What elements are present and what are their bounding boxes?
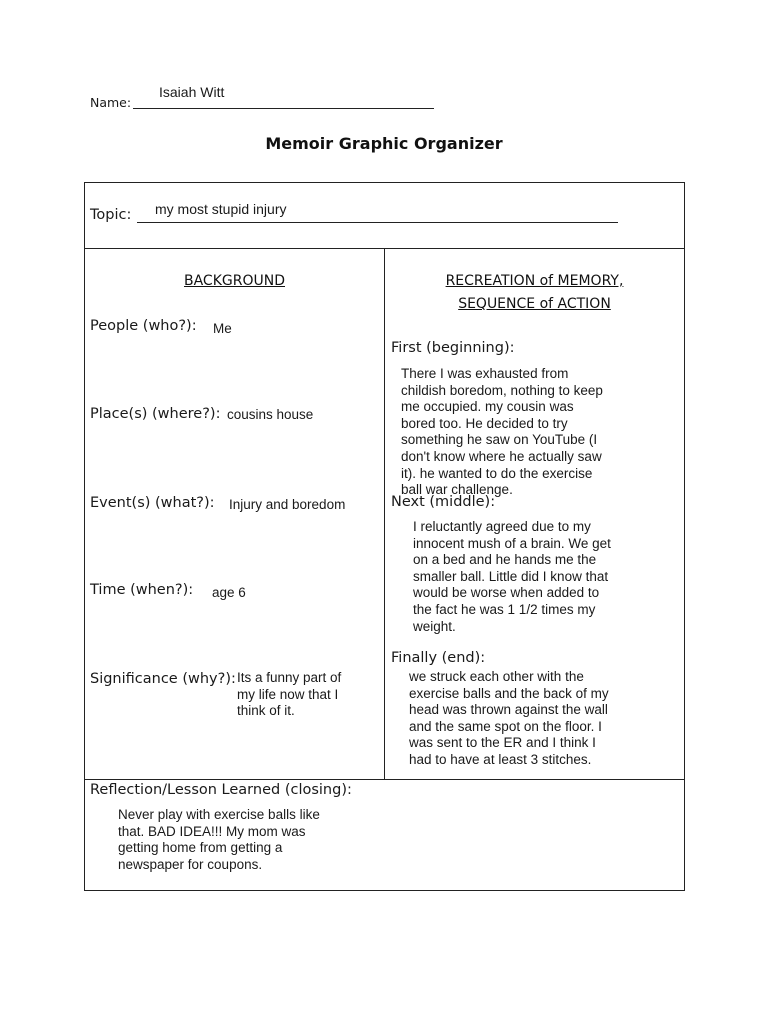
next-line: would be worse when added to	[413, 585, 600, 601]
next-label: Next (middle):	[391, 494, 496, 510]
first-line: me occupied. my cousin was	[401, 399, 574, 415]
first-line: childish boredom, nothing to keep	[401, 382, 603, 398]
reflection-label: Reflection/Lesson Learned (closing):	[90, 782, 352, 798]
events-label: Event(s) (what?):	[90, 495, 215, 511]
reflection-line: Never play with exercise balls like	[118, 807, 320, 822]
reflection-text	[118, 807, 320, 873]
recreation-heading-line1: RECREATION of MEMORY,	[445, 273, 624, 289]
first-line: ball war challenge.	[401, 482, 513, 498]
first-line: There I was exhausted from	[401, 366, 569, 381]
first-text	[401, 366, 603, 499]
finally-label: Finally (end):	[391, 650, 486, 666]
significance-line: think of it.	[237, 703, 295, 719]
people-label: People (who?):	[90, 318, 197, 334]
time-label: Time (when?):	[90, 582, 194, 598]
background-heading: BACKGROUND	[184, 273, 285, 289]
next-line: weight.	[413, 618, 456, 634]
significance-text	[237, 670, 341, 720]
finally-line: exercise balls and the back of my	[409, 685, 609, 701]
page-title: Memoir Graphic Organizer	[265, 134, 503, 153]
frame-top	[84, 182, 685, 183]
people-value: Me	[213, 321, 232, 336]
topic-label: Topic:	[90, 207, 132, 223]
next-text	[413, 519, 611, 635]
reflection-line: that. BAD IDEA!!! My mom was	[118, 823, 306, 839]
events-value: Injury and boredom	[229, 497, 346, 512]
reflection-line: getting home from getting a	[118, 840, 283, 856]
significance-line: my life now that I	[237, 686, 339, 702]
places-label: Place(s) (where?):	[90, 406, 221, 422]
finally-line: head was thrown against the wall	[409, 702, 608, 718]
next-line: on a bed and he hands me the	[413, 552, 597, 568]
finally-text	[409, 669, 609, 769]
next-line: I reluctantly agreed due to my	[413, 519, 591, 534]
name-label: Name:	[90, 95, 132, 110]
recreation-heading-line2: SEQUENCE of ACTION	[458, 296, 611, 312]
finally-line: and the same spot on the floor. I	[409, 718, 602, 734]
first-line: bored too. He decided to try	[401, 415, 568, 431]
topic-underline	[137, 222, 618, 223]
column-divider	[384, 248, 385, 780]
next-line: innocent mush of a brain. We get	[413, 535, 611, 551]
name-underline	[133, 108, 434, 109]
finally-line: was sent to the ER and I think I	[409, 735, 596, 751]
reflection-line: newspaper for coupons.	[118, 856, 263, 872]
finally-line: had to have at least 3 stitches.	[409, 751, 592, 767]
significance-line: Its a funny part of	[237, 670, 342, 685]
time-value: age 6	[212, 585, 246, 600]
name-value: Isaiah Witt	[159, 84, 225, 100]
first-line: something he saw on YouTube (I	[401, 432, 598, 448]
frame-bottom	[84, 890, 685, 891]
significance-label: Significance (why?):	[90, 671, 236, 687]
frame-right	[684, 182, 685, 891]
finally-line: we struck each other with the	[409, 669, 584, 684]
next-line: the fact he was 1 1/2 times my	[413, 601, 596, 617]
first-line: don't know where he actually saw	[401, 448, 602, 464]
topic-value: my most stupid injury	[155, 201, 287, 217]
first-line: it). he wanted to do the exercise	[401, 465, 593, 481]
first-label: First (beginning):	[391, 340, 515, 356]
places-value: cousins house	[227, 407, 314, 422]
next-line: smaller ball. Little did I know that	[413, 568, 609, 584]
